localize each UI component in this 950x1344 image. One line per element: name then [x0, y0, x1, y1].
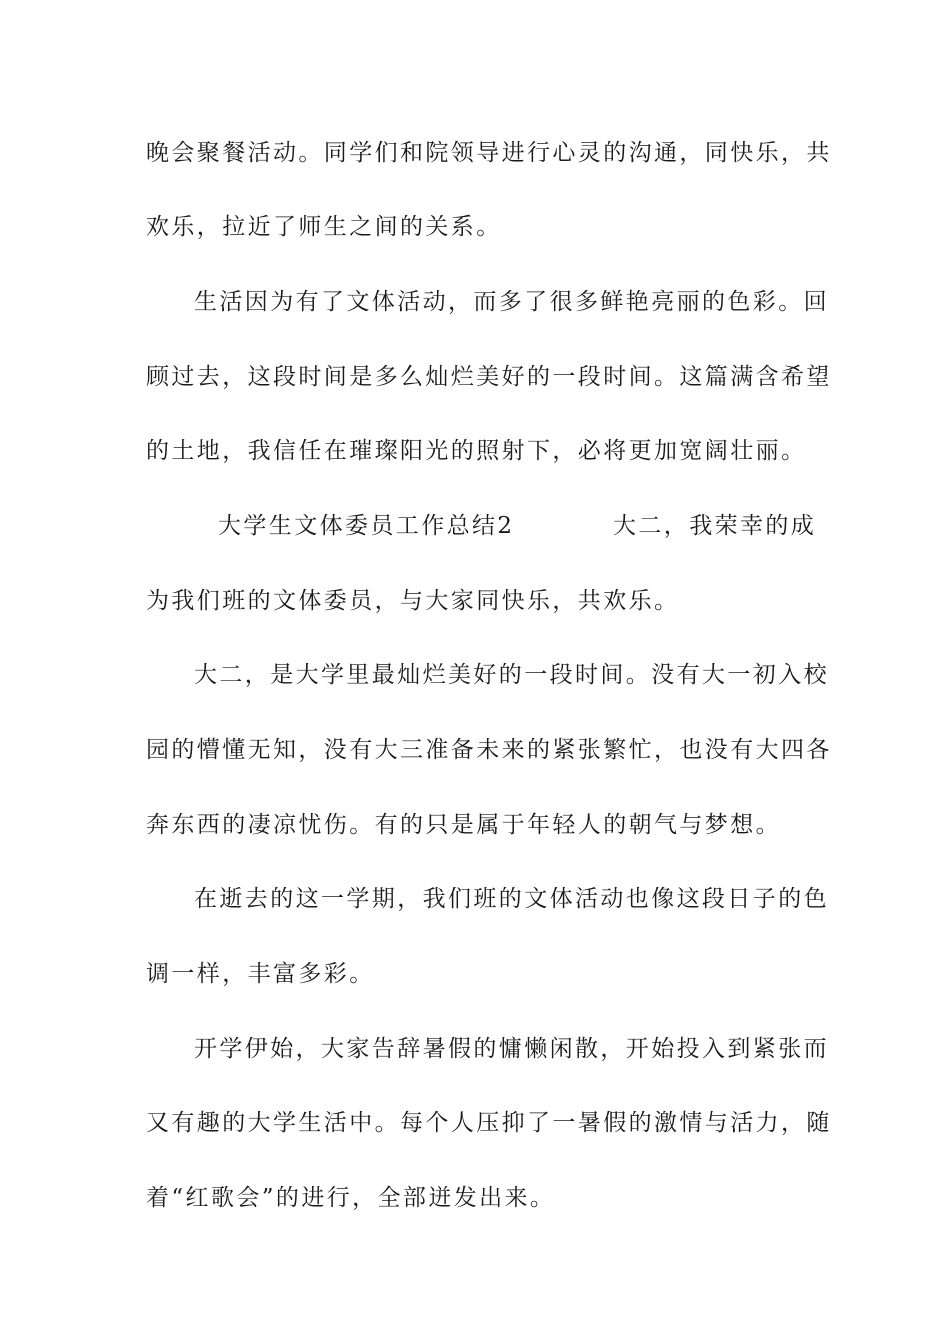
text-line: 的土地，我信任在璀璨阳光的照射下，必将更加宽阔壮丽。: [146, 438, 807, 464]
text-line: 开学伊始，大家告辞暑假的慵懒闲散，开始投入到紧张而: [194, 1036, 829, 1062]
section-heading: 大学生文体委员工作总结2: [218, 513, 515, 539]
text-line-tail: 大二，我荣幸的成: [613, 513, 817, 539]
text-line: 晚会聚餐活动。同学们和院领导进行心灵的沟通，同快乐，共: [146, 140, 832, 166]
text-line: 欢乐，拉近了师生之间的关系。: [146, 214, 502, 240]
section-heading-line: [218, 511, 817, 541]
text-line: 在逝去的这一学期，我们班的文体活动也像这段日子的色: [194, 886, 829, 912]
text-line: 奔东西的凄凉忧伤。有的只是属于年轻人的朝气与梦想。: [146, 812, 781, 838]
text-line: 园的懵懂无知，没有大三准备未来的紧张繁忙，也没有大四各: [146, 737, 832, 763]
text-line: 调一样，丰富多彩。: [146, 961, 375, 987]
text-line: 生活因为有了文体活动，而多了很多鲜艳亮丽的色彩。回: [194, 289, 829, 315]
text-line: 顾过去，这段时间是多么灿烂美好的一段时间。这篇满含希望: [146, 364, 832, 390]
text-line: 为我们班的文体委员，与大家同快乐，共欢乐。: [146, 588, 680, 614]
text-line: 着“红歌会”的进行，全部迸发出来。: [146, 1185, 556, 1211]
text-line: 大二，是大学里最灿烂美好的一段时间。没有大一初入校: [194, 662, 829, 688]
text-line: 又有趣的大学生活中。每个人压抑了一暑假的激情与活力，随: [146, 1110, 832, 1136]
